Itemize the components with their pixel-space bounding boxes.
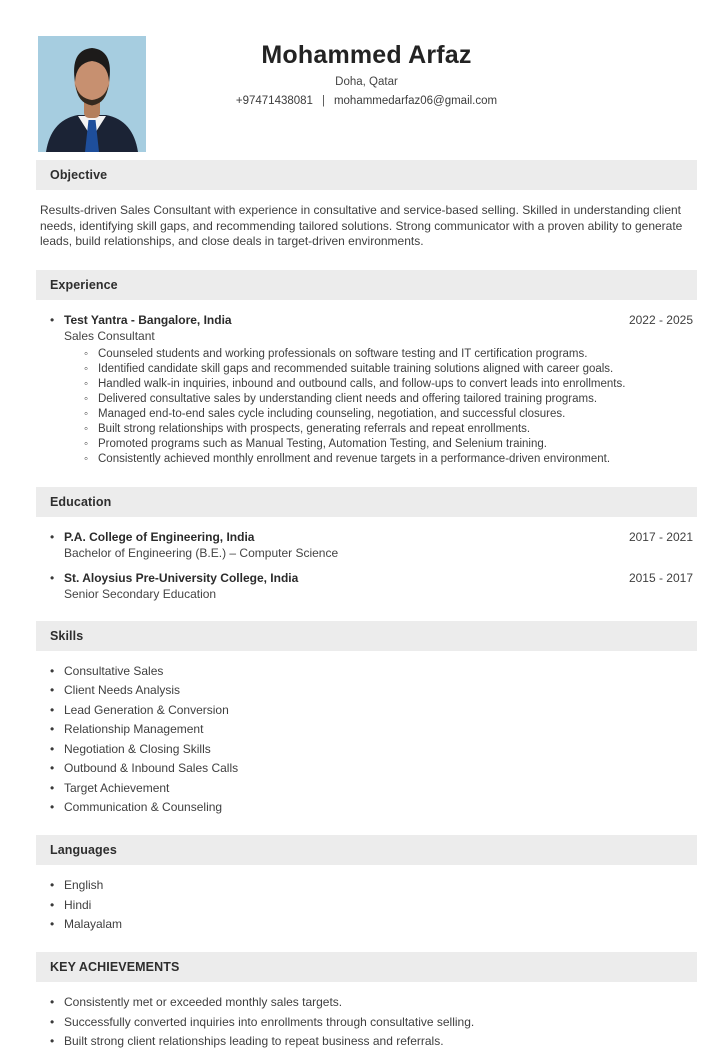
resume-header: [36, 36, 697, 152]
job-title: Sales Consultant: [64, 328, 155, 343]
candidate-name: Mohammed Arfaz: [261, 41, 472, 69]
phone-number: +97471438081: [235, 95, 313, 107]
education-entry-header: [64, 530, 693, 544]
achievement-item: • Consistently met or exceeded monthly sales targets.: [40, 995, 693, 1010]
profile-photo: [38, 36, 146, 152]
objective-section: [36, 203, 697, 250]
experience-bullet: ◦ Managed end-to-end sales cycle including counseling, negotiation, and successful closures.: [64, 407, 693, 422]
school-name: • P.A. College of Engineering, India: [64, 529, 255, 544]
section-header-skills: Skills: [36, 621, 697, 651]
achievements-section: [36, 995, 697, 1049]
experience-dates: 2022 - 2025: [628, 312, 693, 327]
section-header-achievements: KEY ACHIEVEMENTS: [36, 952, 697, 982]
skills-section: [36, 664, 697, 816]
skill-item: • Relationship Management: [40, 722, 693, 737]
skill-item: • Lead Generation & Conversion: [40, 703, 693, 718]
objective-text: Results-driven Sales Consultant with experience in consultative and service-based selling. Skilled in understanding client needs, identifying skill gaps, and recommending tailored solutions. Strong communicator with a proven ability to generate leads, build relationships, and close deals in target-driven environments.: [40, 203, 683, 248]
education-dates: 2015 - 2017: [628, 570, 693, 585]
skill-item: • Outbound & Inbound Sales Calls: [40, 761, 693, 776]
section-header-education: Education: [36, 487, 697, 517]
experience-bullet: ◦ Consistently achieved monthly enrollment and revenue targets in a performance-driven environment.: [64, 452, 693, 467]
experience-section: [36, 313, 697, 467]
experience-bullet-list: [64, 347, 693, 467]
experience-entry-header: [64, 313, 693, 327]
experience-bullet: ◦ Built strong relationships with prospects, generating referrals and repeat enrollments.: [64, 422, 693, 437]
language-item: • Hindi: [40, 898, 693, 913]
contact-separator: |: [321, 95, 325, 107]
school-name: • St. Aloysius Pre-University College, India: [64, 570, 299, 585]
experience-entry: [40, 313, 693, 467]
email-address: mohammedarfaz06@gmail.com: [333, 95, 498, 107]
section-header-languages: Languages: [36, 835, 697, 865]
skill-item: • Negotiation & Closing Skills: [40, 742, 693, 757]
person-portrait-icon: [38, 36, 146, 152]
experience-bullet: ◦ Delivered consultative sales by understanding client needs and offering tailored training programs.: [64, 392, 693, 407]
section-header-objective: Objective: [36, 160, 697, 190]
languages-section: [36, 878, 697, 932]
achievement-item: • Built strong client relationships leading to repeat business and referrals.: [40, 1034, 693, 1049]
degree-name: Senior Secondary Education: [64, 586, 217, 601]
languages-list: [40, 878, 693, 932]
skill-item: • Client Needs Analysis: [40, 683, 693, 698]
degree-name: Bachelor of Engineering (B.E.) – Computer Science: [64, 545, 339, 560]
language-item: • Malayalam: [40, 917, 693, 932]
education-entry: [40, 571, 693, 601]
resume-page: [0, 36, 724, 1060]
skill-item: • Communication & Counseling: [40, 800, 693, 815]
achievements-list: [40, 995, 693, 1049]
education-entry: [40, 530, 693, 560]
skill-item: • Consultative Sales: [40, 664, 693, 679]
education-section: [36, 530, 697, 601]
achievement-item: • Successfully converted inquiries into enrollments through consultative selling.: [40, 1015, 693, 1030]
experience-bullet: ◦ Promoted programs such as Manual Testing, Automation Testing, and Selenium training.: [64, 437, 693, 452]
skills-list: [40, 664, 693, 816]
experience-bullet: ◦ Handled walk-in inquiries, inbound and outbound calls, and follow-ups to convert leads into enrollments.: [64, 377, 693, 392]
education-entry-header: [64, 571, 693, 585]
section-header-experience: Experience: [36, 270, 697, 300]
candidate-location: Doha, Qatar: [335, 76, 398, 88]
experience-bullet: ◦ Identified candidate skill gaps and recommended suitable training solutions aligned with career goals.: [64, 362, 693, 377]
skill-item: • Target Achievement: [40, 781, 693, 796]
company-name: • Test Yantra - Bangalore, India: [64, 312, 232, 327]
experience-bullet: ◦ Counseled students and working professionals on software testing and IT certification programs.: [64, 347, 693, 362]
education-dates: 2017 - 2021: [628, 529, 693, 544]
language-item: • English: [40, 878, 693, 893]
